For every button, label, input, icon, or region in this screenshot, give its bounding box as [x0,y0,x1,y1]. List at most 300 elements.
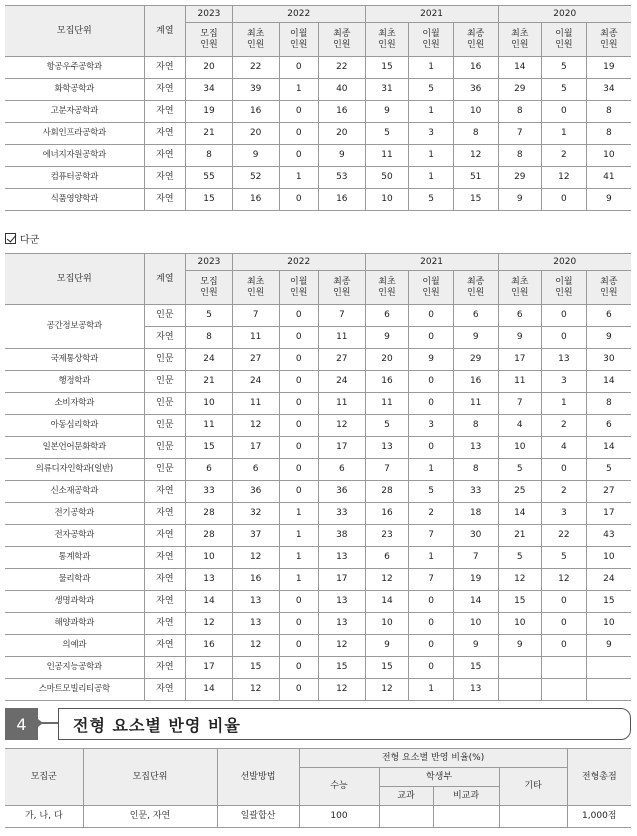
cell-value: 16 [453,57,498,79]
cell-track: 자연 [144,145,186,167]
cell-value: 0 [409,371,454,393]
cell-value: 13 [232,613,279,635]
cell-value: 39 [232,79,279,101]
cell-value: 12 [318,679,365,701]
cell-value: 6 [498,305,542,327]
cell-value: 3 [542,371,587,393]
cell-value: 1 [279,503,318,525]
table-row [5,393,631,415]
cell-value: 5 [365,123,409,145]
cell-value: 19 [453,569,498,591]
cell-value: 22 [318,57,365,79]
cell-value: 0 [279,123,318,145]
cell-value: 52 [232,167,279,189]
cell-value: 13 [318,613,365,635]
cell-value: 38 [318,525,365,547]
table-row [5,806,631,828]
cell-value: 1 [279,547,318,569]
cell-value: 32 [232,503,279,525]
table-row [5,167,631,189]
header-sub: 이월 인원 [409,23,454,57]
cell-value: 14 [498,503,542,525]
cell-value: 16 [365,503,409,525]
cell-value: 13 [365,437,409,459]
cell-value: 0 [279,371,318,393]
cell-value: 5 [365,415,409,437]
cell-value: 40 [318,79,365,101]
cell-value: 10 [498,437,542,459]
cell-value: 0 [279,591,318,613]
cell-track: 자연 [144,481,186,503]
cell-value: 5 [586,459,631,481]
cell-track: 인문 [144,371,186,393]
cell-value: 34 [186,79,233,101]
cell-dept: 신소재공학과 [5,481,144,503]
cell-value: 4 [542,437,587,459]
cell-value: 6 [232,459,279,481]
cell-value: 27 [232,349,279,371]
cell-track: 자연 [144,327,186,349]
header-subject: 교과 [379,787,433,806]
cell-value: 8 [186,327,233,349]
cell-value: 1 [279,79,318,101]
cell-value: 12 [186,613,233,635]
table-row [5,525,631,547]
table-row [5,371,631,393]
cell-value: 9 [498,189,542,211]
cell-value: 8 [453,123,498,145]
cell-dept: 의예과 [5,635,144,657]
cell-value: 18 [453,503,498,525]
cell-value: 9 [453,635,498,657]
cell-dept: 인공지능공학과 [5,657,144,679]
header-sub: 최종 인원 [318,271,365,305]
cell-value: 36 [232,481,279,503]
cell-value: 29 [498,79,542,101]
cell-value: 11 [453,393,498,415]
header-sub: 최초 인원 [498,23,542,57]
table-row [5,349,631,371]
cell-value: 9 [453,327,498,349]
cell-value: 9 [365,101,409,123]
cell-value: 15 [453,657,498,679]
cell-value: 36 [453,79,498,101]
cell-value: 5 [409,481,454,503]
cell-value [586,657,631,679]
cell-value: 1 [279,569,318,591]
cell-value: 12 [542,167,587,189]
cell-value: 1 [542,123,587,145]
cell-value: 21 [498,525,542,547]
cell-value: 11 [498,371,542,393]
cell-value: 1 [409,101,454,123]
cell-method: 일괄합산 [217,806,299,828]
cell-value [498,657,542,679]
cell-value: 22 [542,525,587,547]
header-year-2020: 2020 [498,254,631,271]
cell-value: 33 [186,481,233,503]
cell-track: 자연 [144,57,186,79]
cell-value: 13 [232,591,279,613]
cell-value: 31 [365,79,409,101]
cell-value: 2 [542,145,587,167]
header-year-2023: 2023 [186,254,233,271]
header-year-2023: 2023 [186,6,233,23]
cell-value: 0 [279,635,318,657]
cell-dept: 통계학과 [5,547,144,569]
cell-value: 8 [586,101,631,123]
cell-value: 5 [542,79,587,101]
cell-value: 7 [409,525,454,547]
header-sub: 최초 인원 [498,271,542,305]
header-track: 계열 [144,254,186,305]
cell-dept: 항공우주공학과 [5,57,144,79]
cell-value: 11 [232,393,279,415]
cell-dept: 물리학과 [5,569,144,591]
header-sub: 이월 인원 [279,271,318,305]
cell-dept: 고분자공학과 [5,101,144,123]
cell-value: 11 [318,327,365,349]
cell-value: 15 [318,657,365,679]
cell-value: 8 [186,145,233,167]
section-4-header [5,708,631,740]
header-sub: 이월 인원 [279,23,318,57]
cell-value: 0 [409,393,454,415]
cell-value: 10 [365,613,409,635]
table-row [5,145,631,167]
cell-value: 11 [186,415,233,437]
cell-value: 0 [542,189,587,211]
cell-track: 자연 [144,101,186,123]
cell-value: 14 [586,371,631,393]
cell-value: 14 [186,591,233,613]
cell-value: 0 [542,459,587,481]
cell-value: 30 [453,525,498,547]
cell-value: 6 [186,459,233,481]
checkbox-icon [5,233,16,244]
cell-value: 10 [186,393,233,415]
table-row [5,123,631,145]
cell-track: 자연 [144,167,186,189]
header-year-2022: 2022 [232,6,365,23]
cell-value: 0 [279,349,318,371]
cell-dept: 행정학과 [5,371,144,393]
cell-value: 21 [186,123,233,145]
cell-track: 자연 [144,635,186,657]
cell-value [542,657,587,679]
cell-value: 11 [365,145,409,167]
cell-value: 8 [498,145,542,167]
cell-value: 0 [409,591,454,613]
cell-value: 8 [586,123,631,145]
section-label-dagun [5,230,39,246]
cell-value: 15 [186,189,233,211]
connector-arrow-icon [38,722,58,724]
cell-value: 9 [409,349,454,371]
cell-value: 20 [186,57,233,79]
cell-track: 자연 [144,525,186,547]
header-unit: 모집단위 [5,6,144,57]
cell-dept: 화학공학과 [5,79,144,101]
cell-value: 8 [586,393,631,415]
table-row [5,189,631,211]
cell-value: 5 [409,79,454,101]
cell-dept: 식품영양학과 [5,189,144,211]
header-sub: 최종 인원 [453,23,498,57]
cell-value: 33 [318,503,365,525]
cell-value: 3 [542,503,587,525]
cell-value: 53 [318,167,365,189]
table-row [5,613,631,635]
cell-value: 12 [498,569,542,591]
cell-value: 28 [365,481,409,503]
cell-dept: 전기공학과 [5,503,144,525]
cell-value: 0 [409,635,454,657]
cell-value: 0 [279,459,318,481]
cell-value: 5 [542,547,587,569]
cell-subject [379,806,433,828]
cell-value: 16 [232,101,279,123]
cell-dept: 에너지자원공학과 [5,145,144,167]
cell-value: 17 [586,503,631,525]
cell-value [498,679,542,701]
cell-value: 14 [186,679,233,701]
cell-value: 1 [409,167,454,189]
admissions-table-1 [5,5,631,211]
cell-value: 0 [409,327,454,349]
cell-value: 1 [409,547,454,569]
cell-value: 0 [279,189,318,211]
cell-value: 12 [542,569,587,591]
section-label-text: 다군 [20,234,40,246]
cell-value: 9 [365,327,409,349]
header-sub: 최초 인원 [232,23,279,57]
cell-value: 0 [279,613,318,635]
cell-value: 6 [453,305,498,327]
cell-value: 7 [498,123,542,145]
cell-value: 28 [186,525,233,547]
cell-value: 0 [279,327,318,349]
cell-value: 15 [586,591,631,613]
header-sub: 최종 인원 [586,271,631,305]
cell-value: 17 [232,437,279,459]
cell-value: 10 [453,613,498,635]
cell-value: 1 [409,679,454,701]
header-sub: 최초 인원 [365,23,409,57]
cell-value: 14 [586,437,631,459]
cell-track: 자연 [144,547,186,569]
cell-value: 1 [409,459,454,481]
header-unit: 모집단위 [83,749,217,806]
cell-track: 자연 [144,679,186,701]
table-row [5,591,631,613]
header-school: 학생부 [379,768,499,787]
cell-value: 24 [318,371,365,393]
cell-value: 6 [365,305,409,327]
cell-value: 6 [365,547,409,569]
cell-value: 21 [186,371,233,393]
table-row [5,101,631,123]
header-sub: 이월 인원 [542,23,587,57]
table-row [5,481,631,503]
cell-value: 20 [318,123,365,145]
cell-value: 0 [279,437,318,459]
cell-value: 16 [318,101,365,123]
cell-nonsubject [433,806,499,828]
cell-value: 3 [409,123,454,145]
cell-value: 20 [365,349,409,371]
cell-value: 9 [498,635,542,657]
cell-value: 23 [365,525,409,547]
cell-track: 자연 [144,123,186,145]
cell-value: 0 [279,393,318,415]
cell-value: 0 [279,679,318,701]
header-sub: 최종 인원 [318,23,365,57]
cell-value: 13 [318,547,365,569]
cell-value: 1 [279,525,318,547]
cell-value: 24 [586,569,631,591]
cell-value: 9 [232,145,279,167]
cell-value: 14 [453,591,498,613]
cell-value: 4 [498,415,542,437]
cell-track: 자연 [144,503,186,525]
cell-dept: 해양과학과 [5,613,144,635]
table-row [5,415,631,437]
cell-value: 10 [586,613,631,635]
cell-track: 인문 [144,393,186,415]
cell-value: 29 [498,167,542,189]
header-sub: 최초 인원 [365,271,409,305]
cell-value: 16 [186,635,233,657]
cell-value: 29 [453,349,498,371]
cell-value: 16 [232,569,279,591]
cell-value: 12 [453,145,498,167]
header-year-2020: 2020 [498,6,631,23]
cell-value: 7 [453,547,498,569]
cell-etc [499,806,567,828]
table-row [5,305,631,327]
cell-value: 1 [409,57,454,79]
cell-value: 0 [279,481,318,503]
cell-value: 11 [365,393,409,415]
header-sub: 최종 인원 [453,271,498,305]
cell-value [586,679,631,701]
cell-value: 16 [318,189,365,211]
cell-value: 0 [279,57,318,79]
table-row [5,635,631,657]
cell-value: 7 [409,569,454,591]
header-csat: 수능 [299,768,379,806]
cell-value: 0 [279,657,318,679]
cell-value: 8 [498,101,542,123]
table-row [5,657,631,679]
cell-value: 9 [586,327,631,349]
cell-value: 41 [586,167,631,189]
cell-value: 27 [318,349,365,371]
cell-value: 17 [498,349,542,371]
header-sub: 이월 인원 [542,271,587,305]
header-total: 전형총점 [567,749,631,806]
cell-value: 13 [318,591,365,613]
cell-dept: 일본언어문화학과 [5,437,144,459]
header-etc: 기타 [499,768,567,806]
cell-value: 7 [365,459,409,481]
cell-value: 9 [586,635,631,657]
cell-value: 16 [232,189,279,211]
cell-value: 33 [453,481,498,503]
cell-value: 7 [498,393,542,415]
cell-track: 인문 [144,437,186,459]
cell-value: 27 [586,481,631,503]
cell-value: 0 [279,415,318,437]
cell-value: 10 [365,189,409,211]
cell-value: 0 [409,437,454,459]
cell-value: 43 [586,525,631,547]
cell-value: 16 [365,371,409,393]
header-sub: 최종 인원 [586,23,631,57]
cell-value: 3 [409,415,454,437]
table-row [5,437,631,459]
table-row [5,547,631,569]
cell-value: 6 [318,459,365,481]
cell-value: 17 [186,657,233,679]
header-sub: 모집 인원 [186,23,233,57]
cell-track: 인문 [144,305,186,327]
cell-value: 13 [186,569,233,591]
cell-value: 30 [586,349,631,371]
header-sub: 최초 인원 [232,271,279,305]
cell-track: 자연 [144,569,186,591]
cell-dept: 컴퓨터공학과 [5,167,144,189]
cell-value: 20 [232,123,279,145]
cell-value: 22 [232,57,279,79]
header-group: 모집군 [5,749,83,806]
cell-value: 8 [453,415,498,437]
cell-value: 15 [498,591,542,613]
cell-value: 51 [453,167,498,189]
cell-value: 15 [232,657,279,679]
cell-value: 0 [542,591,587,613]
cell-value: 13 [542,349,587,371]
cell-value: 9 [318,145,365,167]
cell-value: 12 [318,415,365,437]
section-title: 전형 요소별 반영 비율 [58,708,631,740]
cell-value: 0 [542,613,587,635]
cell-value: 10 [586,547,631,569]
cell-value: 17 [318,437,365,459]
table-row [5,79,631,101]
cell-value: 37 [232,525,279,547]
cell-track: 자연 [144,613,186,635]
ratio-table [5,748,631,828]
header-year-2021: 2021 [365,6,498,23]
cell-value: 55 [186,167,233,189]
header-method: 선발방법 [217,749,299,806]
section-number: 4 [5,708,38,740]
cell-value: 5 [498,547,542,569]
cell-value: 15 [365,657,409,679]
cell-value: 50 [365,167,409,189]
cell-value: 10 [453,101,498,123]
cell-value: 0 [542,101,587,123]
cell-unit: 인문, 자연 [83,806,217,828]
cell-dept: 국제통상학과 [5,349,144,371]
cell-dept: 전자공학과 [5,525,144,547]
cell-value: 5 [542,57,587,79]
cell-value: 9 [586,189,631,211]
header-track: 계열 [144,6,186,57]
cell-value [542,679,587,701]
